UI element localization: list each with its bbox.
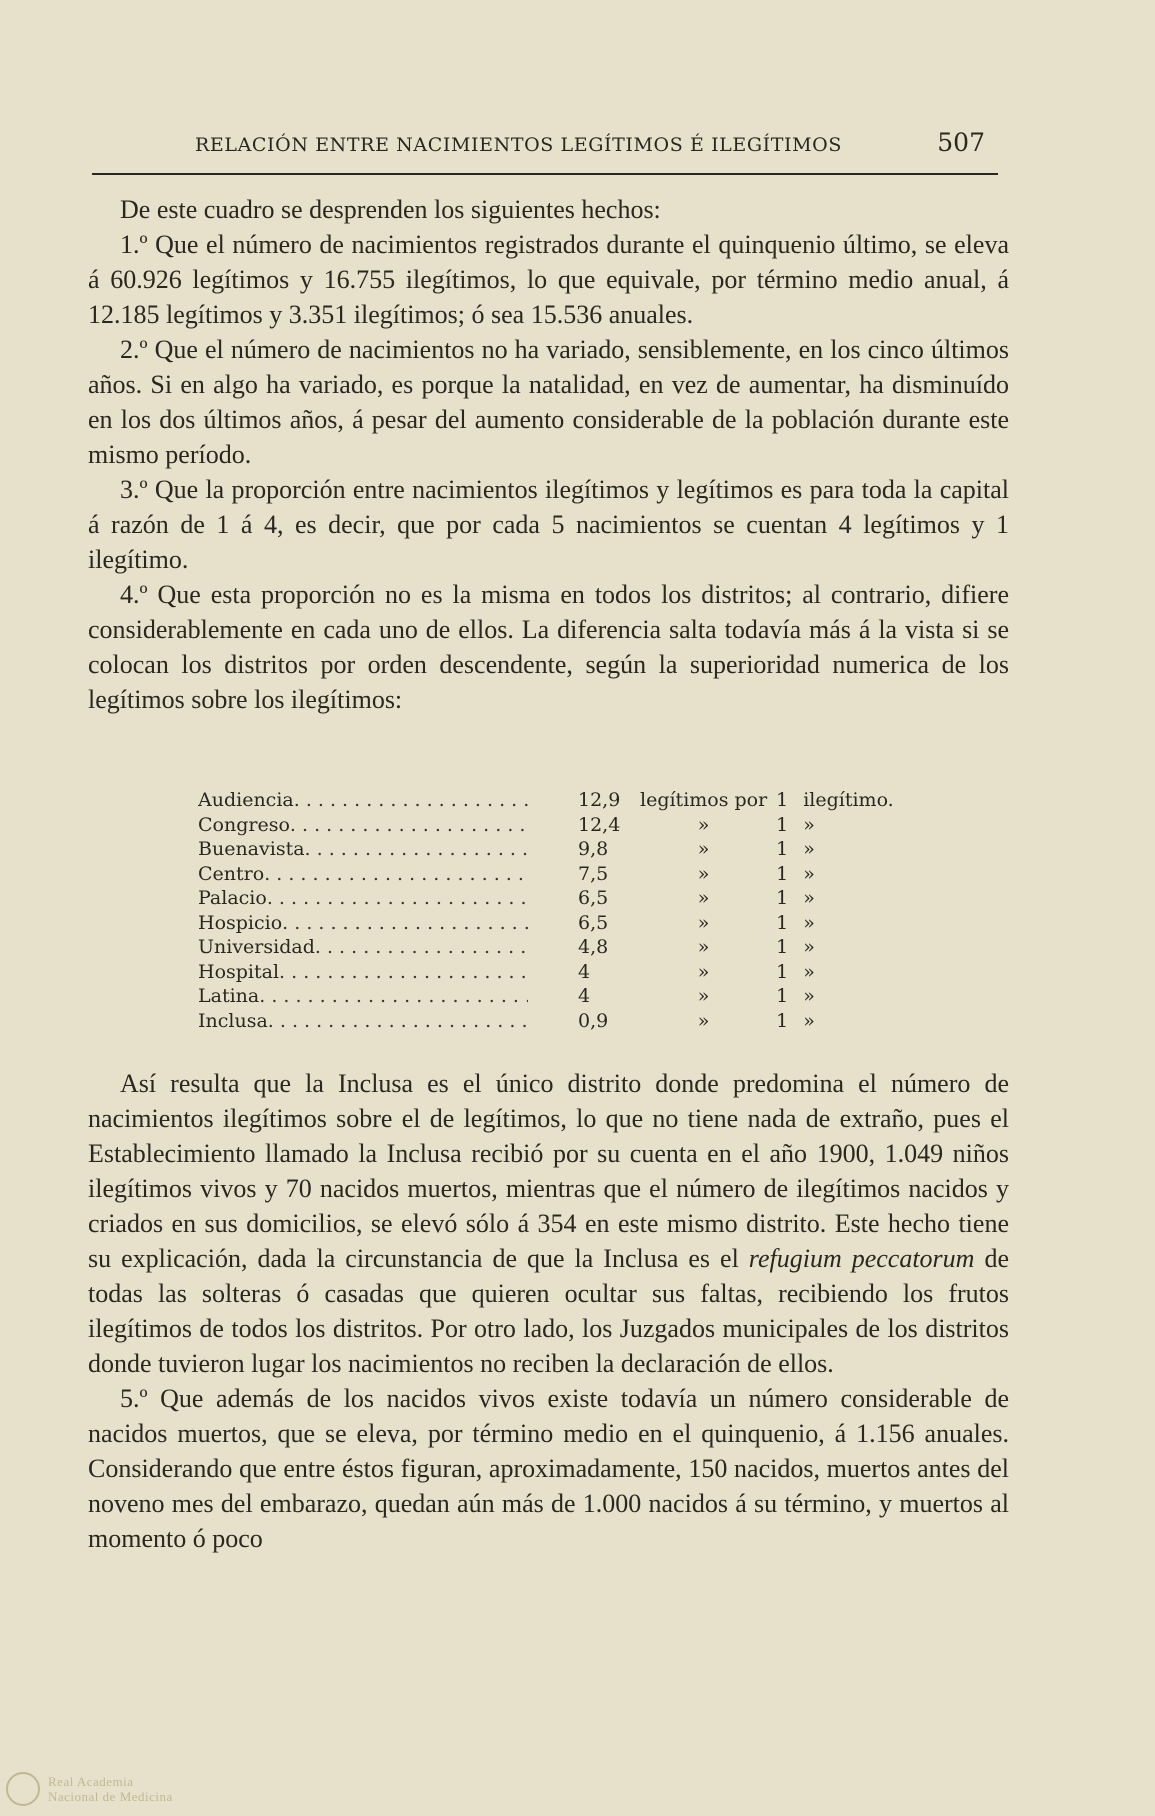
unit-label: » <box>697 911 710 934</box>
table-row <box>198 813 903 838</box>
unit-label: » <box>697 1009 710 1032</box>
ratio-value: 4 <box>578 985 591 1007</box>
table-row <box>198 935 903 960</box>
unit-label-2: » <box>803 1009 815 1032</box>
paragraph-intro: De este cuadro se desprenden los siguientes hechos: <box>120 195 661 224</box>
header-rule <box>92 173 998 175</box>
unit-label-2: » <box>803 936 815 958</box>
leader-dots <box>279 960 528 985</box>
ratio-value: 9,8 <box>578 838 609 860</box>
ratio-value: 12,9 <box>578 789 621 811</box>
paragraph-point-1: 1.º Que el número de nacimientos registrados durante el quinquenio último, se eleva á 60.926 legítimos y 16.755 ilegítimos, lo que equivale, por término medio anual, á 12.185 legítimos y 3.351 ilegítimos; ó sea 15.536 anuales. <box>88 230 1009 329</box>
ratio-value: 4 <box>578 960 591 983</box>
base-value: 1 <box>776 936 789 958</box>
leader-dots <box>268 1009 528 1034</box>
table-row <box>198 837 903 862</box>
district-name: Centro <box>198 862 265 885</box>
table-row <box>198 788 903 813</box>
unit-label-2: » <box>803 813 815 836</box>
leader-dots <box>282 911 528 936</box>
base-value: 1 <box>776 911 789 934</box>
inclusa-text-a: Así resulta que la Inclusa es el único distrito donde predomina el número de nacimientos ilegítimos sobre el de legítimos, lo que no tiene nada de extraño, pues el Establecimiento llamado la Inclusa recibió por su cuenta en el año 1900, 1.049 niños ilegítimos vivos y 70 nacidos muertos, mientras que el número de ilegítimos nacidos y criados en sus domicilios, se elevó sólo á 354 en este mismo distrito. Este hecho tiene su explicación, dada la circunstancia de que la Inclusa es el <box>88 1069 1009 1273</box>
table-row <box>198 886 903 911</box>
unit-label-2: » <box>803 838 815 860</box>
leader-dots <box>267 886 528 911</box>
stamp-line-1: Real Academia <box>48 1774 134 1789</box>
unit-label: » <box>697 960 710 983</box>
district-name: Congreso <box>198 813 290 836</box>
district-name: Buenavista <box>198 838 305 860</box>
base-value: 1 <box>776 960 789 983</box>
table-row <box>198 1009 903 1034</box>
unit-label-2: » <box>803 862 815 885</box>
base-value: 1 <box>776 838 789 860</box>
leader-dots <box>264 862 528 887</box>
leader-dots <box>294 788 528 813</box>
ratio-value: 6,5 <box>578 911 609 934</box>
ratio-value: 12,4 <box>578 813 621 836</box>
district-name: Inclusa <box>198 1009 268 1032</box>
base-value: 1 <box>776 985 789 1007</box>
district-name: Audiencia <box>198 789 294 811</box>
unit-label-2: » <box>803 911 815 934</box>
unit-label-2: ilegítimo. <box>803 789 894 811</box>
unit-label: » <box>697 887 710 909</box>
paragraph-point-5: 5.º Que además de los nacidos vivos existe todavía un número considerable de nacidos muertos, que se eleva, por término medio en el quinquenio, á 1.156 anuales. Considerando que entre éstos figuran, aproximadamente, 150 nacidos, muertos antes del noveno mes del embarazo, quedan aún más de 1.000 nacidos á su término, y muertos al momento ó poco <box>88 1384 1009 1553</box>
district-name: Latina <box>198 985 260 1007</box>
district-name: Hospital <box>198 960 280 983</box>
ratio-value: 6,5 <box>578 887 609 909</box>
paragraph-point-2: 2.º Que el número de nacimientos no ha variado, sensiblemente, en los cinco últimos años. Si en algo ha variado, es porque la natalidad, en vez de aumentar, ha disminuído en los dos últimos años, á pesar del aumento considerable de la población durante este mismo período. <box>88 335 1009 469</box>
ratio-value: 4,8 <box>578 936 609 958</box>
ratio-value: 7,5 <box>578 862 609 885</box>
library-stamp <box>6 1772 173 1806</box>
body-text-bottom <box>88 1066 1009 1556</box>
base-value: 1 <box>776 862 789 885</box>
unit-label: » <box>697 862 710 885</box>
base-value: 1 <box>776 887 789 909</box>
latin-phrase: refugium peccatorum <box>748 1244 975 1273</box>
unit-label-2: » <box>803 960 815 983</box>
running-header <box>195 128 985 160</box>
base-value: 1 <box>776 789 789 811</box>
leader-dots <box>290 813 528 838</box>
paragraph-inclusa <box>88 1066 1009 1381</box>
district-name: Universidad <box>198 936 315 958</box>
district-name: Palacio <box>198 887 267 909</box>
leader-dots <box>259 984 528 1009</box>
table-row <box>198 960 903 985</box>
unit-label-2: » <box>803 985 815 1007</box>
header-title: RELACIÓN ENTRE NACIMIENTOS LEGÍTIMOS É ILEGÍTIMOS <box>195 134 842 156</box>
base-value: 1 <box>776 813 789 836</box>
paragraph-point-3: 3.º Que la proporción entre nacimientos ilegítimos y legítimos es para toda la capital á razón de 1 á 4, es decir, que por cada 5 nacimientos se cuentan 4 legítimos y 1 ilegítimo. <box>88 475 1009 574</box>
leader-dots <box>315 935 528 960</box>
stamp-line-2: Nacional de Medicina <box>48 1789 173 1804</box>
leader-dots <box>305 837 528 862</box>
page-number: 507 <box>937 128 985 157</box>
unit-label: » <box>697 838 710 860</box>
unit-label: » <box>697 936 710 958</box>
body-text-top <box>88 192 1009 717</box>
table-row <box>198 911 903 936</box>
district-ratio-table <box>198 788 903 1033</box>
table-row <box>198 984 903 1009</box>
seal-icon <box>6 1772 40 1806</box>
paragraph-point-4: 4.º Que esta proporción no es la misma en todos los distritos; al contrario, difiere considerablemente en cada uno de ellos. La diferencia salta todavía más á la vista si se colocan los distritos por orden descendente, según la superioridad numerica de los legítimos sobre los ilegítimos: <box>88 580 1009 714</box>
unit-label: » <box>697 985 710 1007</box>
unit-label: » <box>697 813 710 836</box>
unit-label: legítimos por <box>640 789 768 811</box>
unit-label-2: » <box>803 887 815 909</box>
base-value: 1 <box>776 1009 789 1032</box>
stamp-text <box>48 1774 173 1804</box>
ratio-value: 0,9 <box>578 1009 609 1032</box>
table-row <box>198 862 903 887</box>
inclusa-text-b: de todas las solteras ó casadas que quieren ocultar sus faltas, recibiendo los frutos ilegítimos de todos los distritos. Por otro lado, los Juzgados municipales de los distritos donde tuvieron lugar los nacimientos no reciben la declaración de ellos. <box>88 1244 1009 1378</box>
district-name: Hospicio <box>198 911 283 934</box>
